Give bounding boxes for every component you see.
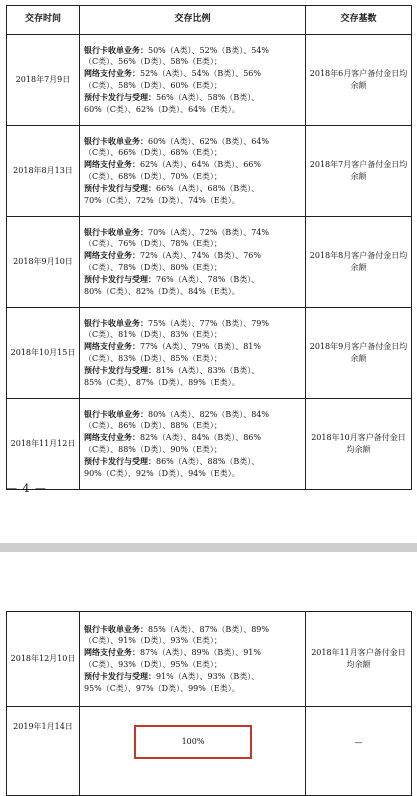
ratio-line: [84, 318, 302, 330]
table-row: [7, 399, 412, 490]
ratio-line: [84, 409, 302, 421]
deposit-base: 2018年7月客户备付金日均余额: [306, 126, 412, 217]
ratio-line: [84, 420, 302, 432]
ratio-values: 72%（A类）、74%（B类）、76%: [140, 251, 261, 261]
business-type-label: 银行卡收单业务：: [84, 226, 148, 237]
ratio-line: [84, 456, 302, 468]
ratio-values: 50%（A类）、52%（B类）、54%: [148, 45, 269, 55]
ratio-values: 52%（A类）、54%（B类）、56%: [140, 69, 261, 79]
table-row: [7, 35, 412, 126]
table-row: [7, 217, 412, 308]
ratio-line: [84, 329, 302, 341]
deposit-base: 2018年8月客户备付金日均余额: [306, 217, 412, 308]
business-type-label: 预付卡发行与受理：: [84, 91, 156, 102]
ratio-values: 85%（A类）、87%（B类）、89%: [148, 624, 269, 634]
deposit-time: 2018年9月10日: [7, 217, 80, 308]
ratio-values: （C类）、78%（D类）、80%（E类）；: [84, 263, 222, 272]
ratio-values: 86%（A类）、88%（B类）、: [156, 456, 260, 466]
deposit-time: 2018年7月9日: [7, 35, 80, 126]
ratio-line: [84, 341, 302, 353]
ratio-line: [84, 195, 302, 207]
ratio-line: [84, 56, 302, 68]
ratio-values: 85%（C类）、87%（D类）、89%（E类）。: [84, 377, 240, 387]
ratio-line: [84, 171, 302, 183]
ratio-line: [84, 262, 302, 274]
ratio-values: （C类）、93%（D类）、95%（E类）；: [84, 660, 222, 669]
ratio-values: 80%（C类）、82%（D类）、84%（E类）。: [84, 286, 240, 296]
ratio-values: 76%（A类）、78%（B类）、: [156, 274, 260, 284]
ratio-line: [84, 147, 302, 159]
header-time: 交存时间: [7, 6, 80, 35]
page-separator: [0, 543, 417, 552]
deposit-base: 2018年11月客户备付金日均余额: [306, 612, 412, 707]
ratio-values: 70%（C类）、72%（D类）、74%（E类）。: [84, 195, 240, 205]
deposit-ratio: [80, 217, 306, 308]
deposit-time: 2018年10月15日: [7, 308, 80, 399]
deposit-ratio: [80, 612, 306, 707]
deposit-schedule-table: [6, 5, 412, 490]
ratio-values: （C类）、81%（D类）、83%（E类）；: [84, 330, 222, 340]
ratio-values: 95%（C类）、97%（D类）、99%（E类）。: [84, 683, 240, 693]
table-header-row: [7, 6, 412, 35]
business-type-label: 网络支付业务：: [84, 250, 140, 261]
ratio-line: [84, 432, 302, 444]
ratio-line: [84, 183, 302, 195]
table-row: [7, 612, 412, 707]
ratio-values: （C类）、91%（D类）、93%（E类）；: [84, 636, 222, 646]
deposit-schedule-table-continued: [6, 611, 412, 796]
ratio-line: [84, 45, 302, 57]
ratio-values: 70%（A类）、72%（B类）、74%: [148, 227, 269, 237]
ratio-line: [84, 659, 302, 671]
deposit-base: 2018年6月客户备付金日均余额: [306, 35, 412, 126]
ratio-values: 62%（A类）、64%（B类）、66%: [140, 160, 261, 170]
ratio-line: [84, 353, 302, 365]
ratio-values: （C类）、76%（D类）、78%（E类）；: [84, 239, 222, 249]
deposit-ratio: [80, 308, 306, 399]
business-type-label: 银行卡收单业务：: [84, 623, 148, 634]
business-type-label: 预付卡发行与受理：: [84, 273, 156, 284]
ratio-values: 91%（A类）、93%（B类）、: [156, 671, 260, 681]
ratio-values: （C类）、58%（D类）、60%（E类）；: [84, 81, 222, 90]
deposit-base: 2018年9月客户备付金日均余额: [306, 308, 412, 399]
ratio-values: 81%（A类）、83%（B类）、: [156, 365, 260, 375]
header-base: 交存基数: [306, 6, 412, 35]
ratio-values: 87%（A类）、89%（B类）、91%: [140, 648, 261, 658]
ratio-line: [84, 68, 302, 80]
ratio-values: 80%（A类）、82%（B类）、84%: [148, 409, 269, 419]
ratio-line: [84, 274, 302, 286]
business-type-label: 银行卡收单业务：: [84, 408, 148, 419]
ratio-line: [84, 92, 302, 104]
ratio-values: 56%（A类）、58%（B类）、: [156, 92, 260, 102]
business-type-label: 网络支付业务：: [84, 432, 140, 443]
ratio-line: [84, 136, 302, 148]
ratio-values: （C类）、66%（D类）、68%（E类）；: [84, 148, 222, 158]
ratio-line: [84, 238, 302, 250]
ratio-line: [84, 365, 302, 377]
ratio-values: 82%（A类）、84%（B类）、86%: [140, 433, 261, 443]
ratio-values: 77%（A类）、79%（B类）、81%: [140, 342, 261, 352]
ratio-values: （C类）、86%（D类）、88%（E类）；: [84, 421, 222, 431]
deposit-ratio: [80, 399, 306, 490]
business-type-label: 网络支付业务：: [84, 68, 140, 79]
business-type-label: 预付卡发行与受理：: [84, 670, 156, 681]
header-ratio: 交存比例: [80, 6, 306, 35]
ratio-values: （C类）、68%（D类）、70%（E类）；: [84, 172, 222, 181]
ratio-line: [84, 80, 302, 92]
deposit-ratio: [80, 35, 306, 126]
deposit-base: —: [306, 707, 412, 796]
ratio-line: [84, 377, 302, 389]
business-type-label: 网络支付业务：: [84, 647, 140, 658]
ratio-line: [84, 647, 302, 659]
business-type-label: 银行卡收单业务：: [84, 44, 148, 55]
business-type-label: 网络支付业务：: [84, 341, 140, 352]
deposit-base: 2018年10月客户备付金日均余额: [306, 399, 412, 490]
business-type-label: 网络支付业务：: [84, 159, 140, 170]
ratio-line: [84, 250, 302, 262]
business-type-label: 银行卡收单业务：: [84, 317, 148, 328]
business-type-label: 预付卡发行与受理：: [84, 364, 156, 375]
ratio-values: （C类）、88%（D类）、90%（E类）；: [84, 445, 222, 454]
highlighted-ratio-box: 100%: [134, 725, 252, 759]
ratio-line: [84, 104, 302, 116]
ratio-values: 66%（A类）、68%（B类）、: [156, 183, 260, 193]
business-type-label: 预付卡发行与受理：: [84, 182, 156, 193]
deposit-time: 2018年11月12日: [7, 399, 80, 490]
deposit-time: 2018年8月13日: [7, 126, 80, 217]
ratio-values: 60%（A类）、62%（B类）、64%: [148, 136, 269, 146]
ratio-values: 90%（C类）、92%（D类）、94%（E类）。: [84, 468, 240, 478]
deposit-ratio: [80, 707, 306, 796]
deposit-time: 2018年12月10日: [7, 612, 80, 707]
table-row: [7, 707, 412, 796]
ratio-line: [84, 468, 302, 480]
page-number: — 4 —: [6, 482, 47, 495]
ratio-values: 60%（C类）、62%（D类）、64%（E类）。: [84, 104, 240, 114]
ratio-line: [84, 286, 302, 298]
ratio-values: （C类）、83%（D类）、85%（E类）；: [84, 354, 222, 363]
ratio-line: [84, 683, 302, 695]
deposit-ratio: [80, 126, 306, 217]
ratio-line: [84, 635, 302, 647]
ratio-line: [84, 227, 302, 239]
ratio-values: （C类）、56%（D类）、58%（E类）；: [84, 57, 222, 67]
deposit-time: 2019年1月14日: [7, 707, 80, 796]
table-row: [7, 308, 412, 399]
ratio-values: 75%（A类）、77%（B类）、79%: [148, 318, 269, 328]
ratio-line: [84, 624, 302, 636]
ratio-line: [84, 159, 302, 171]
business-type-label: 预付卡发行与受理：: [84, 455, 156, 466]
ratio-line: [84, 444, 302, 456]
table-row: [7, 126, 412, 217]
ratio-line: [84, 671, 302, 683]
business-type-label: 银行卡收单业务：: [84, 135, 148, 146]
